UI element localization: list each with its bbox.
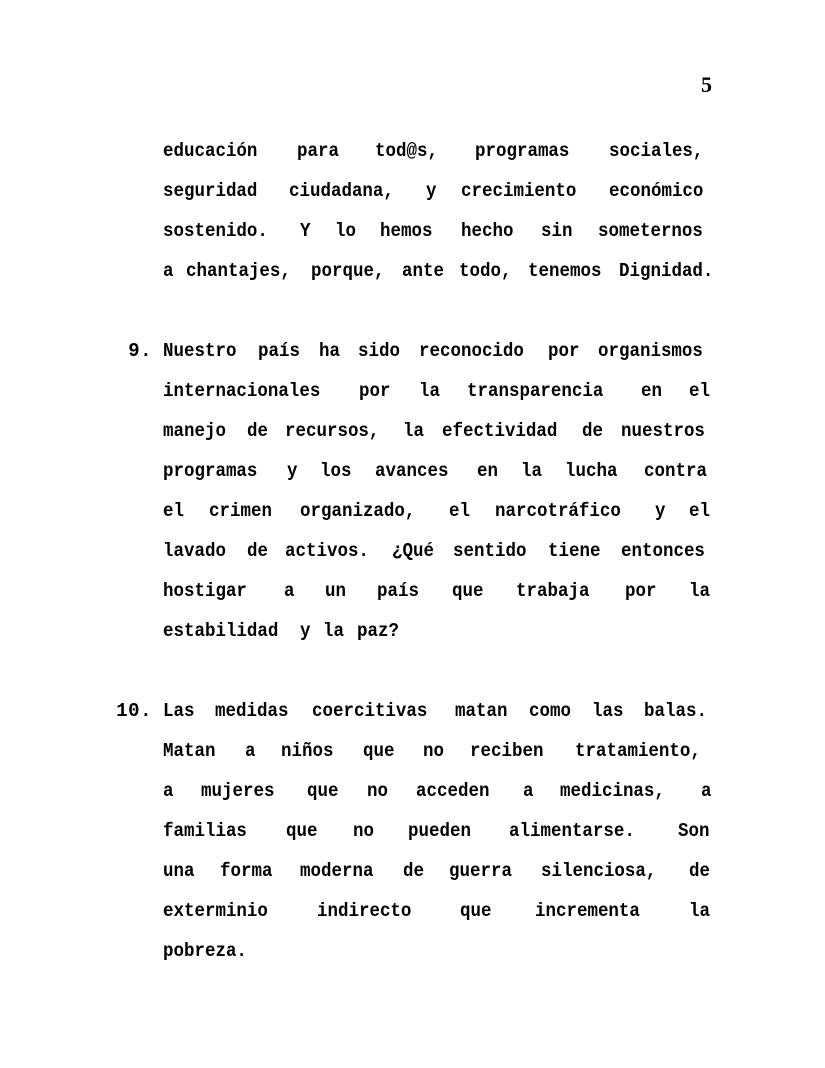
text-line: [163, 811, 712, 851]
word: tratamiento,: [575, 740, 701, 762]
word: y: [654, 500, 666, 522]
word: económico: [609, 180, 704, 202]
word: que: [363, 740, 395, 762]
word: el: [448, 500, 470, 522]
word: seguridad: [163, 180, 258, 202]
word: sociales,: [609, 140, 704, 162]
word: Matan: [163, 740, 216, 762]
word: para: [297, 140, 340, 162]
word: efectividad: [441, 420, 557, 442]
word: forma: [220, 860, 273, 882]
word: la: [419, 380, 441, 402]
word: moderna: [300, 860, 374, 882]
word: trabaja: [516, 580, 590, 602]
word: porque,: [311, 260, 385, 282]
word: que: [286, 820, 318, 842]
word: un: [324, 580, 346, 602]
word: no: [367, 780, 389, 802]
word: familias: [163, 820, 247, 842]
word: lavado: [163, 540, 226, 562]
word: mujeres: [200, 780, 275, 802]
word: coercitivas: [311, 700, 428, 722]
word: la: [520, 460, 542, 482]
word: ante: [402, 260, 445, 282]
word: entonces: [620, 540, 705, 562]
word: guerra: [449, 860, 513, 882]
word: hostigar: [163, 580, 247, 602]
word: ha: [319, 340, 341, 362]
word: someternos: [597, 220, 703, 242]
word: nuestros: [620, 420, 705, 442]
word: y: [299, 620, 311, 642]
word: en: [476, 460, 498, 482]
word: reciben: [470, 740, 544, 762]
word: manejo: [163, 420, 226, 442]
word: de: [582, 420, 604, 442]
word: a: [700, 780, 711, 802]
word: hemos: [380, 220, 433, 242]
word: incrementa: [534, 900, 640, 922]
word: exterminio: [163, 900, 268, 922]
word: el: [689, 500, 711, 522]
word: el: [163, 500, 184, 522]
word: educación: [163, 140, 258, 162]
text-line: [163, 571, 712, 611]
word: recursos,: [285, 420, 380, 442]
word: programas: [474, 140, 570, 162]
word: paz?: [356, 620, 399, 642]
word: los: [319, 460, 352, 482]
word: ¿Qué: [391, 540, 434, 562]
word: silenciosa,: [540, 860, 657, 882]
text-line: [163, 411, 712, 451]
word: como: [528, 700, 571, 722]
word: transparencia: [467, 380, 604, 402]
word: crimen: [208, 500, 272, 522]
text-line: [163, 251, 712, 291]
word: no: [352, 820, 374, 842]
word: la: [403, 420, 425, 442]
word: sido: [357, 340, 400, 362]
word: ciudadana,: [288, 180, 394, 202]
word: por: [359, 380, 391, 402]
paragraph: [163, 131, 712, 291]
text-line: [163, 211, 712, 251]
word: estabilidad: [163, 620, 279, 642]
word: Y: [300, 220, 311, 242]
word: la: [322, 620, 344, 642]
word: organizado,: [300, 500, 416, 522]
word: indirecto: [317, 900, 412, 922]
numbered-paragraph: [110, 331, 712, 651]
word: balas.: [643, 700, 707, 722]
word: tod@s,: [374, 140, 438, 162]
word: Las: [163, 700, 195, 722]
word: lucha: [565, 460, 618, 482]
word: una: [163, 860, 195, 882]
word: tiene: [548, 540, 601, 562]
word: y: [287, 460, 298, 482]
list-item-marker: 10.: [116, 700, 152, 722]
word: a: [244, 740, 256, 762]
word: a: [283, 580, 295, 602]
word: medidas: [214, 700, 289, 722]
word: reconocido: [418, 340, 524, 362]
text-line: [163, 851, 712, 891]
text-line: [163, 931, 712, 971]
word: la: [689, 580, 711, 602]
text-line: [163, 691, 712, 731]
word: sentido: [452, 540, 527, 562]
word: avances: [375, 460, 449, 482]
list-item-marker: 9.: [128, 340, 152, 362]
word: acceden: [416, 780, 490, 802]
word: que: [452, 580, 484, 602]
word: y: [426, 180, 437, 202]
word: a: [522, 780, 533, 802]
word: país: [377, 580, 420, 602]
word: matan: [454, 700, 508, 722]
word: crecimiento: [460, 180, 577, 202]
word: Son: [677, 820, 710, 842]
word: tenemos: [527, 260, 602, 282]
text-line: [163, 771, 712, 811]
word: por: [548, 340, 580, 362]
text-line: [163, 451, 712, 491]
word: niños: [281, 740, 334, 762]
word: de: [689, 860, 711, 882]
word: a: [163, 260, 174, 282]
word: a: [163, 780, 174, 802]
word: el: [689, 380, 711, 402]
word: sostenido.: [163, 220, 268, 242]
word: país: [258, 340, 301, 362]
word: la: [689, 900, 711, 922]
word: medicinas,: [560, 780, 666, 802]
text-line: [163, 731, 712, 771]
word: todo,: [459, 260, 512, 282]
word: hecho: [460, 220, 514, 242]
word: organismos: [597, 340, 703, 362]
word: lo: [334, 220, 356, 242]
word: sin: [540, 220, 573, 242]
word: pueden: [408, 820, 471, 842]
word: activos.: [285, 540, 370, 562]
text-line: [163, 491, 712, 531]
text-line: [163, 611, 712, 651]
document-body: [110, 131, 712, 971]
text-line: [163, 891, 712, 931]
word: internacionales: [163, 380, 321, 402]
word: programas: [163, 460, 258, 482]
word: chantajes,: [185, 260, 291, 282]
word: de: [246, 540, 268, 562]
word: que: [306, 780, 339, 802]
word: Nuestro: [163, 340, 237, 362]
numbered-paragraph: [110, 691, 712, 971]
word: pobreza.: [163, 940, 247, 962]
text-line: [163, 331, 712, 371]
word: no: [422, 740, 444, 762]
text-line: [163, 371, 712, 411]
word: Dignidad.: [619, 260, 714, 282]
word: de: [246, 420, 268, 442]
word: alimentarse.: [508, 820, 635, 842]
word: de: [403, 860, 425, 882]
word: por: [625, 580, 657, 602]
word: narcotráfico: [494, 500, 621, 522]
page-number: 5: [701, 72, 712, 97]
text-line: [163, 131, 712, 171]
word: en: [640, 380, 662, 402]
text-line: [163, 171, 712, 211]
word: las: [591, 700, 624, 722]
text-line: [163, 531, 712, 571]
word: contra: [643, 460, 707, 482]
word: que: [460, 900, 492, 922]
